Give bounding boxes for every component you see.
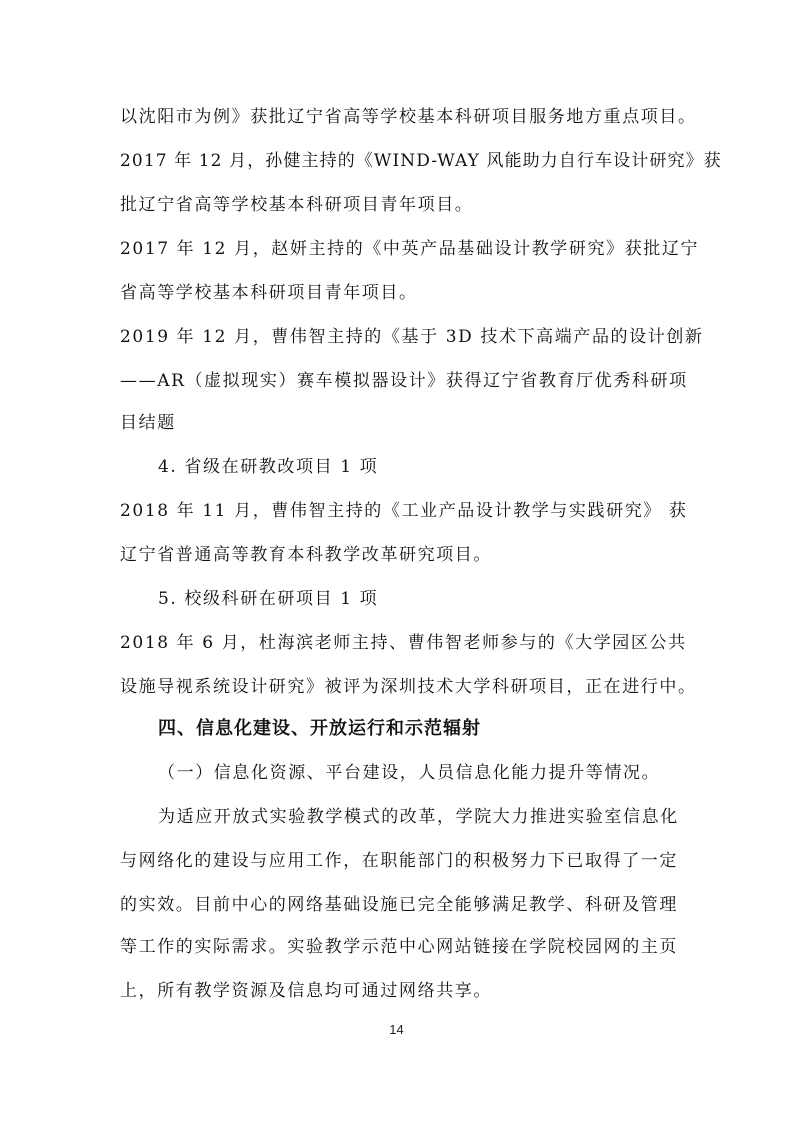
- page-number: 14: [389, 1022, 404, 1037]
- text-line: 2018 年 11 月，曹伟智主持的《工业产品设计教学与实践研究》 获: [120, 501, 688, 521]
- text-line: 辽宁省普通高等教育本科教学改革研究项目。: [120, 545, 492, 565]
- text-line: 以沈阳市为例》获批辽宁省高等学校基本科研项目服务地方重点项目。: [120, 107, 697, 127]
- section-item-heading: 4. 省级在研教改项目 1 项: [158, 457, 379, 477]
- section-heading: 四、信息化建设、开放运行和示范辐射: [158, 718, 481, 739]
- text-line: 上，所有教学资源及信息均可通过网络共享。: [120, 981, 492, 1001]
- text-line: 批辽宁省高等学校基本科研项目青年项目。: [120, 195, 474, 215]
- text-line: 2019 年 12 月，曹伟智主持的《基于 3D 技术下高端产品的设计创新: [120, 327, 704, 347]
- text-line: 的实效。目前中心的网络基础设施已完全能够满足教学、科研及管理: [120, 895, 678, 915]
- text-line: 省高等学校基本科研项目青年项目。: [120, 283, 418, 303]
- text-line: ——AR（虚拟现实）赛车模拟器设计》获得辽宁省教育厅优秀科研项: [120, 371, 688, 391]
- text-line: 设施导视系统设计研究》被评为深圳技术大学科研项目，正在进行中。: [120, 677, 697, 697]
- text-line: 2018 年 6 月，杜海滨老师主持、曹伟智老师参与的《大学园区公共: [120, 633, 687, 653]
- text-line: 为适应开放式实验教学模式的改革，学院大力推进实验室信息化: [158, 807, 679, 827]
- text-line: 等工作的实际需求。实验教学示范中心网站链接在学院校园网的主页: [120, 937, 678, 957]
- section-item-heading: 5. 校级科研在研项目 1 项: [158, 589, 379, 609]
- text-line: 2017 年 12 月，孙健主持的《WIND-WAY 风能助力自行车设计研究》获: [120, 151, 722, 171]
- text-line: 与网络化的建设与应用工作，在职能部门的积极努力下已取得了一定: [120, 851, 678, 871]
- subsection-heading: （一）信息化资源、平台建设，人员信息化能力提升等情况。: [158, 763, 661, 783]
- text-line: 目结题: [120, 413, 176, 433]
- text-line: 2017 年 12 月，赵妍主持的《中英产品基础设计教学研究》获批辽宁: [120, 239, 700, 259]
